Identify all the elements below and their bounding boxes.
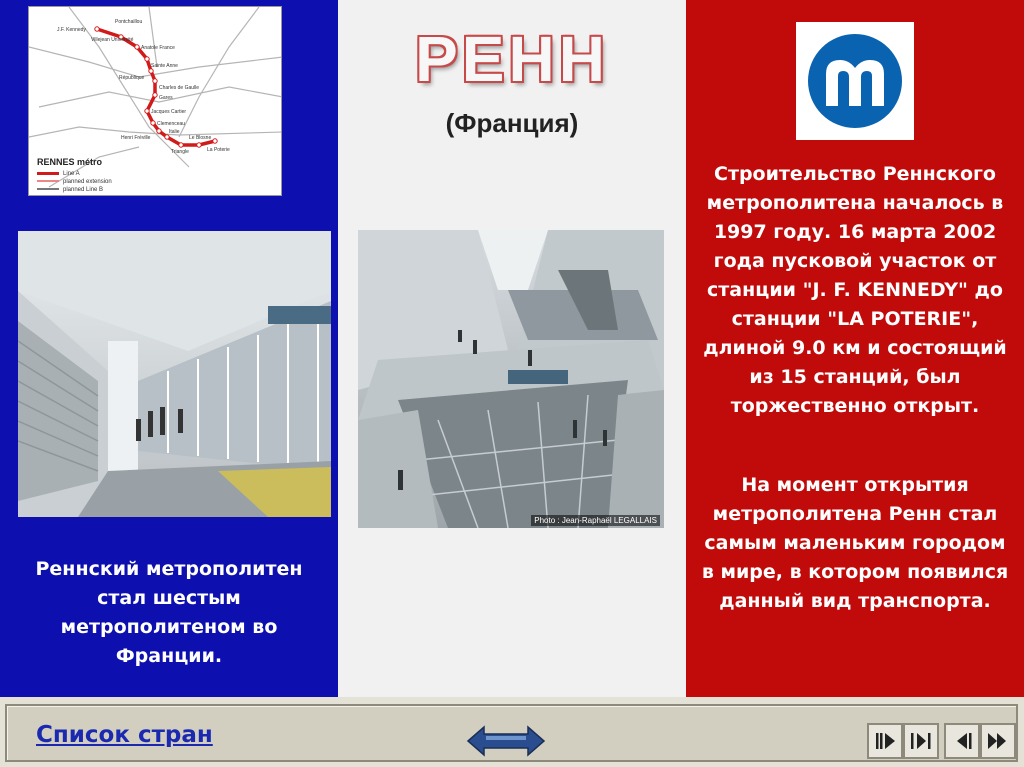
text-line: стал шестым xyxy=(97,587,241,609)
text-line: станции "J. F. KENNEDY" до xyxy=(707,279,1003,301)
red-panel-text-history xyxy=(690,160,1020,421)
text-line: метрополитена началось в xyxy=(706,192,1004,214)
station-label: J.F. Kennedy xyxy=(57,27,86,33)
text-line: Франции. xyxy=(115,645,223,667)
text-line: станции "LA POTERIE", xyxy=(731,308,979,330)
text-line: 1997 году. 16 марта 2002 xyxy=(713,221,997,243)
text-line: метрополитена Ренн стал xyxy=(712,503,998,525)
platform-photo xyxy=(18,231,331,517)
metro-map-drawing xyxy=(29,7,282,196)
photo-credit: Photo : Jean-Raphaël LEGALLAIS xyxy=(531,515,660,526)
legend-line-a: Line A xyxy=(37,171,80,177)
last-slide-icon[interactable] xyxy=(980,723,1016,759)
station-label: Anatole France xyxy=(141,45,175,51)
text-line: метрополитеном во xyxy=(60,616,278,638)
station-label: Pontchaillou xyxy=(115,19,143,25)
countries-list-link[interactable]: Список стран xyxy=(36,722,213,748)
text-line: Строительство Реннского xyxy=(714,163,996,185)
station-label: Le Blosne xyxy=(189,135,212,141)
legend-extension: planned extension xyxy=(37,179,112,185)
blue-panel-text xyxy=(10,555,328,671)
station-label: Italie xyxy=(169,129,180,135)
previous-slide-icon[interactable] xyxy=(903,723,939,759)
station-label: Charles de Gaulle xyxy=(159,85,200,91)
metro-m-logo-icon xyxy=(796,22,914,140)
text-line: торжественно открыт. xyxy=(730,395,980,417)
text-line: из 15 станций, был xyxy=(749,366,961,388)
page-title: РЕНН xyxy=(415,23,609,95)
text-line: данный вид транспорта. xyxy=(719,590,991,612)
text-line: года пусковой участок от xyxy=(713,250,997,272)
first-slide-icon[interactable] xyxy=(867,723,903,759)
page-subtitle: (Франция) xyxy=(445,108,579,138)
station-label: Sainte Anne xyxy=(151,63,178,69)
station-label: République xyxy=(119,75,145,81)
text-line: самым маленьким городом xyxy=(704,532,1006,554)
station-label: Clemenceau xyxy=(157,121,186,127)
station-photo xyxy=(358,230,664,528)
station-label: La Poterie xyxy=(207,147,230,153)
station-label: Gares xyxy=(159,95,173,101)
station-label: Triangle xyxy=(171,149,189,155)
legend-line-b: planned Line B xyxy=(37,187,103,193)
station-label: Henri Fréville xyxy=(121,135,151,141)
station-label: Villejean Université xyxy=(91,37,134,43)
text-line: Реннский метрополитен xyxy=(35,558,303,580)
metro-map xyxy=(28,6,282,196)
text-line: в мире, в котором появился xyxy=(701,561,1009,583)
red-panel-text-fact xyxy=(690,471,1020,616)
next-slide-icon[interactable] xyxy=(944,723,980,759)
map-title: RENNES métro xyxy=(37,157,103,167)
station-label: Jacques Cartier xyxy=(151,109,187,115)
text-line: На момент открытия xyxy=(741,474,969,496)
text-line: длиной 9.0 км и состоящий xyxy=(703,337,1007,359)
double-arrow-icon[interactable] xyxy=(466,722,546,760)
